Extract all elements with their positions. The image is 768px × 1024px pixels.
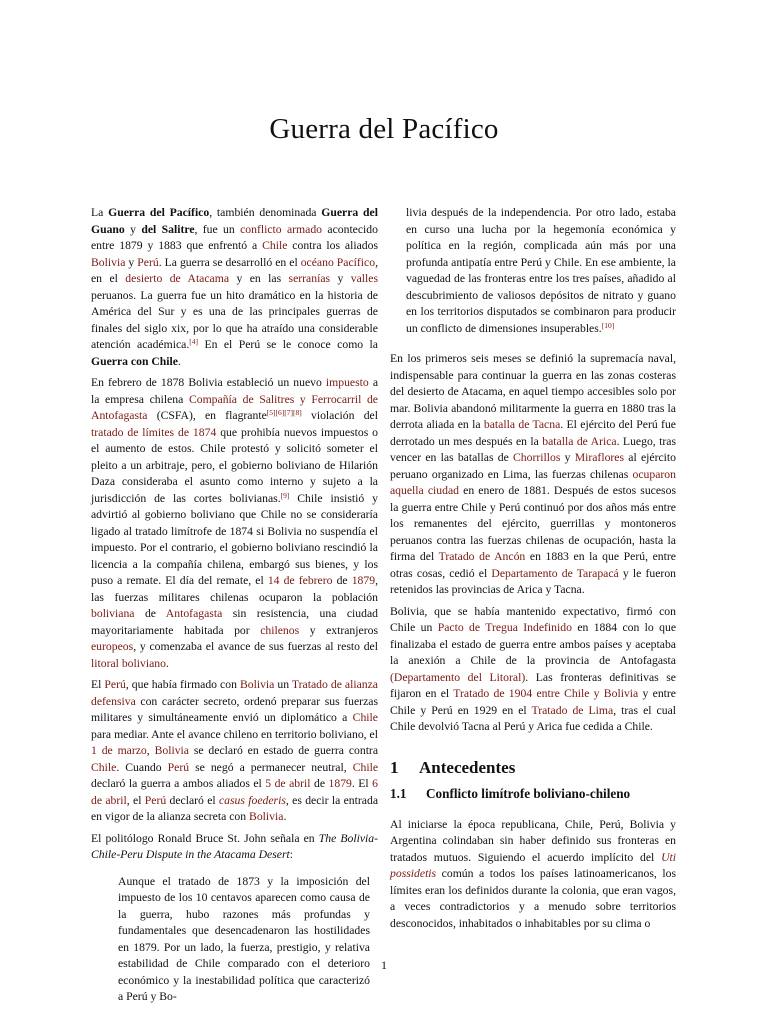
link-1879-2[interactable]: 1879 [328,777,352,790]
link-chile-4[interactable]: Chile [352,760,379,774]
ref-5-8[interactable]: [5][6][7][8] [266,408,302,417]
tregua-paragraph: Bolivia, que se había mantenido expectativo, firmó con Chile un Pacto de Tregua Indefinido en 1884 con lo que finalizaba el estado de guerra entre ambos países y aceptaba la anexión a Chile de la provincia de Antofagasta (Departamento del Litoral). Las fronteras definitivas se fijaron en el Tratado de 1904 entre Chile y Bolivia y entre Chile y Perú en 1929 en el Tratado de Lima, tras el cual Chile devolvió Tacna al Perú y Arica fue cedida a Chile. [390,604,677,733]
link-oceano-pacifico[interactable]: océano Pacífico [300,255,376,269]
st-john-paragraph: El politólogo Ronald Bruce St. John señala en The Bolivia-Chile-Peru Dispute in the Atacama Desert: [91,831,378,861]
link-csfa[interactable]: Compañía de Salitres y Ferrocarril de Antofagasta [91,392,378,422]
link-desierto-atacama[interactable]: desierto de Atacama [125,272,230,285]
alianza-paragraph: El Perú, que había firmado con Bolivia un Tratado de alianza defensiva con carácter secreto, ordenó preparar sus fuerzas militares y simultáneamente envió un diplomático a Chile para mediar. Ante el avance chileno en territorio boliviano, el 1 de marzo, Bolivia se declaró en estado de guerra contra Chile. Cuando Perú se negó a permanecer neutral, Chile declaró la guerra a ambos aliados el 5 de abril de 1879. El 6 de abril, el Perú declaró el casus foederis, es decir la entrada en vigor de la alianza secreta con Bolivia. [91,678,379,823]
quote-text-part2: livia después de la independencia. Por otro lado, estaba en curso una lucha por la hegemonía económica y política en la región, complicada aún más por una profunda antipatía entre Perú y Chile. En ese ambiente, la vaguedad de las fronteras entre los tres países, añadido al descubrimiento de valiosos depósitos de nitrato y guano en los territorios disputados se combinaron para producir un conflicto de dimensiones insuperables. [406,206,676,335]
intro-paragraph: La Guerra del Pacífico, también denominada Guerra del Guano y del Salitre, fue un conflicto armado acontecido entre 1879 y 1883 que enfrentó a Chile contra los aliados Bolivia y Perú. La guerra se desarrolló en el océano Pacífico, en el desierto de Atacama y en las serranías y valles peruanos. La guerra fue un hito dramático en la historia de América del Sur y es una de las principales guerras de finales del siglo xix, por lo que ha atraído una considerable atención académica.[4] En el Perú se le conoce como la Guerra con Chile. [91,206,379,368]
link-uti-possidetis[interactable]: Uti possidetis [390,850,676,880]
section-heading-antecedentes: 1 Antecedentes [390,757,516,777]
link-tratado-lima[interactable]: Tratado de Lima [531,703,614,717]
link-peru-4[interactable]: Perú [144,793,167,807]
subsection-heading-conflicto: 1.1 Conflicto limítrofe boliviano-chileno [390,786,631,801]
link-chile[interactable]: Chile [262,239,288,252]
link-batalla-arica[interactable]: batalla de Arica [542,434,617,448]
link-conflicto-armado[interactable]: conflicto armado [240,222,323,236]
quote-text-part1: Aunque el tratado de 1873 y la imposición del impuesto de los 10 centavos aparecen como causa de la guerra, hubo razones más profundas y fundamentales que desencadenaron las hostilidades en 1879. Por un lado, la fuerza, prestigio, y relativa estabilidad de Chile comparado con el deterioro económico y la inestabilidad política que caracterizó a Perú y Bo- [118,874,370,1003]
link-antofagasta[interactable]: Antofagasta [165,607,223,620]
link-chorrillos[interactable]: Chorrillos [513,451,561,464]
link-impuesto[interactable]: impuesto [325,376,369,389]
link-peru-2[interactable]: Perú [104,678,126,691]
link-serranias[interactable]: serranías [288,272,331,285]
link-departamento-litoral[interactable]: (Departamento del Litoral) [390,670,526,684]
link-litoral-boliviano[interactable]: litoral boliviano [91,656,166,670]
impuesto-paragraph: En febrero de 1878 Bolivia estableció un nuevo impuesto a la empresa chilena Compañía de Salitres y Ferrocarril de Antofagasta (CSFA), en flagrante[5][6][7][8] violación del tratado de límites de 1874 que prohibía nuevos impuestos o el aumento de estos. Chile protestó y solicitó someter el pleito a un arbitraje, pero, el gobierno boliviano de Hilarión Daza consideraba el asunto como interno y sujeto a la jurisdicción de las cortes bolivianas.[9] Chile insistió y advirtió al gobierno boliviano que Chile no se consideraría ligado al tratado limítrofe de 1874 si Bolivia no suspendía el impuesto. Por el contrario, el gobierno boliviano rescindió la licencia a la compañía chilena, embargó sus bienes, y los puso a remate. El día del remate, el 14 de febrero de 1879, las fuerzas militares chilenas ocuparon la población boliviana de Antofagasta sin resistencia, una ciudad mayoritariamente habitada por chilenos y extranjeros europeos, y comenzaba el avance de sus fuerzas al resto del litoral boliviano. [91,376,378,670]
link-chile-2[interactable]: Chile [352,711,378,724]
link-tratado-1904[interactable]: Tratado de 1904 entre Chile y Bolivia [453,687,639,700]
link-chilenos[interactable]: chilenos [260,623,300,637]
link-europeos[interactable]: europeos [91,640,134,653]
link-bolivia-3[interactable]: Bolivia [154,744,189,757]
quote-continuation [406,205,676,337]
page-number: 1 [381,958,387,972]
link-tarapaca[interactable]: Departamento de Tarapacá [491,566,619,580]
link-6-abril[interactable]: 6 de abril [91,777,378,807]
right-column [390,205,676,937]
link-bolivia-2[interactable]: Bolivia [239,678,275,691]
link-tratado-ancon[interactable]: Tratado de Ancón [438,550,526,563]
link-bolivia-4[interactable]: Bolivia [249,810,284,823]
link-boliviana[interactable]: boliviana [91,607,135,620]
link-casus-foederis[interactable]: casus foederis [218,793,286,807]
limites-paragraph: Al iniciarse la época republicana, Chile, Perú, Bolivia y Argentina colindaban sin haber definido sus fronteras en tratados mutuos. Siguiendo el acuerdo implícito del Uti possidetis común a todos los países latinoamericanos, los límites eran los definidos durante la colonia, que eran vagos, a veces contradictorios y a menudo sobre territorios desconocidos, inhabitados o inhabitables por su clima o [390,817,676,930]
link-batalla-tacna[interactable]: batalla de Tacna [483,418,561,431]
ref-4[interactable]: [4] [189,337,199,346]
quote-block [118,874,370,1006]
link-chile-3[interactable]: Chile [91,760,117,774]
left-column [91,205,378,1011]
link-1879[interactable]: 1879 [351,574,376,587]
ref-9[interactable]: [9] [280,490,290,500]
ref-10[interactable]: [10] [601,320,615,330]
link-tratado-alianza[interactable]: Tratado de alianza defensiva [91,678,378,708]
link-bolivia[interactable]: Bolivia [91,255,126,269]
link-tratado-1874[interactable]: tratado de límites de 1874 [91,425,217,439]
link-1-marzo[interactable]: 1 de marzo [91,744,147,757]
link-miraflores[interactable]: Miraflores [574,451,625,464]
link-valles[interactable]: valles [350,272,379,285]
link-14-febrero[interactable]: 14 de febrero [267,574,333,587]
link-5-abril[interactable]: 5 de abril [265,777,311,790]
page-title: Guerra del Pacífico [269,113,499,145]
link-peru[interactable]: Perú [137,255,159,269]
link-ocupacion-lima[interactable]: ocuparon aquella ciudad [390,467,676,497]
naval-paragraph: En los primeros seis meses se definió la supremacía naval, indispensable para continuar la guerra en las zonas costeras del desierto de Atacama, en aquel tiempo accesibles solo por mar. Bolivia abandonó militarmente la guerra en 1880 tras la derrota aliada en la batalla de Tacna. El ejército del Perú fue derrotado un mes después en la batalla de Arica. Luego, tras vencer en las batallas de Chorrillos y Miraflores al ejército peruano organizado en Lima, las fuerzas chilenas ocuparon aquella ciudad en enero de 1881. Después de estos sucesos la guerra entre Chile y Perú continuó por dos años más entre los remanentes del ejército, guerrillas y montoneros peruanos contra las fuerzas chilenas de ocupación, hasta la firma del Tratado de Ancón en 1883 en la que Perú, entre otras cosas, cedió el Departamento de Tarapacá y le fueron retenidos las provincias de Arica y Tacna. [390,352,677,596]
link-pacto-tregua[interactable]: Pacto de Tregua Indefinido [437,621,572,634]
link-peru-3[interactable]: Perú [167,760,190,774]
